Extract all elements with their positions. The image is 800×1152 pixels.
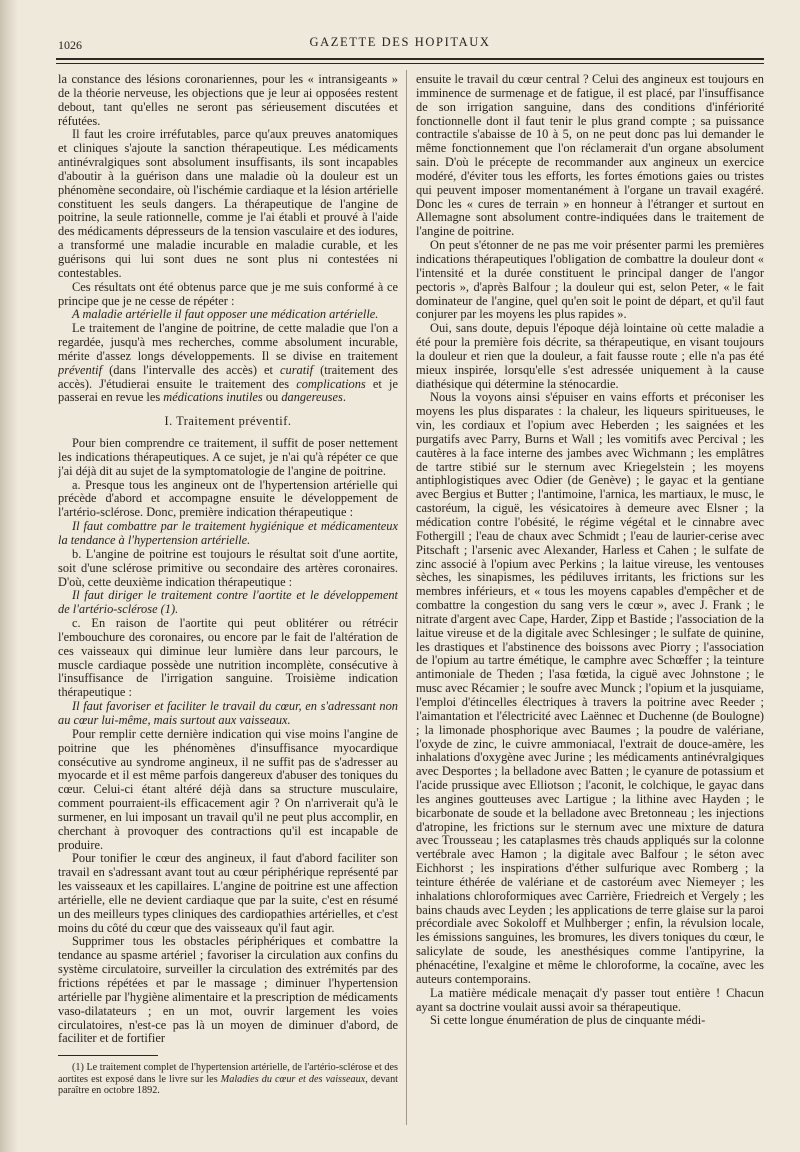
footnote <box>58 1062 398 1097</box>
running-title: GAZETTE DES HOPITAUX <box>309 35 491 49</box>
emphasis: complications <box>296 376 366 391</box>
paragraph: Ces résultats ont été obtenus parce que je me suis conformé à ce principe que je ne cesse de répéter : <box>58 279 398 308</box>
indication-statement: Il faut favoriser et faciliter le travail du cœur, en s'adressant non au cœur lui-même, mais surtout aux vaisseaux. <box>58 699 398 727</box>
indication-statement: Il faut combattre par le traitement hygiénique et médicamenteux la tendance à l'hypertension artérielle. <box>58 519 398 547</box>
column-divider <box>406 70 407 1125</box>
paragraph: Supprimer tous les obstacles périphériques et combattre la tendance au spasme artériel ; favoriser la circulation aux confins du système circulatoire, surveiller la circulation des extrémités par des frictions répétées et par le massage ; diminuer l'hypertension artérielle par l'hygiène alimentaire et la prescription de médicaments vaso-dilatateurs ; en un mot, ouvrir largement les voies circulatoires, n'est-ce pas là un moyen de diminuer d'abord, de faciliter et de fortifier <box>58 934 398 1046</box>
paragraph: ensuite le travail du cœur central ? Celui des angineux est toujours en imminence de surmenage et de fatigue, il est placé, par l'insuffisance de son irrigation sanguine, dans des conditions d'infériorité fonctionnelle dont il faut tenir le plus grand compte ; sa puissance contractile s'abaisse de 10 à 5, on ne peut donc pas lui demander le même fonctionnement que l'on réclamerait d'un organe absolument sain. D'où le précepte de recommander aux angineux un exercice modéré, d'éviter tous les efforts, les fortes émotions gaies ou tristes qui peuvent imposer momentanément à l'organe un travail exagéré. Donc les « cures de terrain » en honneur à l'étranger et surtout en Allemagne sont absolument contre-indiquées dans le traitement de l'angine de poitrine. <box>416 73 764 239</box>
emphasis: médications inutiles <box>163 390 263 405</box>
paragraph: On peut s'étonner de ne pas me voir présenter parmi les premières indications thérapeutiques l'obligation de combattre la douleur dont « l'intensité et la durée constituent le principal danger de l'angor pectoris », d'après Balfour ; la douleur qui est, selon Peter, « le fait dominateur de l'angine, quel qu'en soit le point de départ, et qu'il faut conjurer par les moyens les plus rapides ». <box>416 238 764 322</box>
emphasis: curatif <box>280 362 314 377</box>
paragraph <box>58 322 398 405</box>
binding-gutter <box>0 0 18 1152</box>
section-heading: I. Traitement préventif. <box>164 414 292 429</box>
paragraph: Oui, sans doute, depuis l'époque déjà lointaine où cette maladie a été pour la première fois décrite, sa thérapeutique, en visant toujours la douleur et rien que la douleur, a fait fausse route ; elle n'a pas été mieux inspirée, lorsqu'elle s'est adressée uniquement à la cause diathésique qui détermine la sténocardie. <box>416 321 764 391</box>
text-run: et je passerai en revue les <box>58 376 398 405</box>
paragraph: a. Presque tous les angineux ont de l'hypertension artérielle qui précède d'abord et accompagne ensuite le développement de l'artério-sclérose. Donc, première indication thérapeutique : <box>58 477 398 520</box>
paragraph: la constance des lésions coronariennes, pour les « intransigeants » de la théorie nerveuse, les objections que je leur ai opposées restent debout, tant qu'elles ne seront pas sérieusement discutées et réfutées. <box>58 73 398 128</box>
header-rule-thick <box>56 58 764 60</box>
indication-statement: Il faut diriger le traitement contre l'aortite et le développement de l'artério-sclérose (1). <box>58 588 398 617</box>
paragraph: Pour remplir cette dernière indication qui vise moins l'angine de poitrine que les phénomènes d'insuffisance myocardique consécutive au syndrome angineux, il ne suffit pas de s'adresser au myocarde et il est même parfois dangereux d'abuser des toniques du cœur. Celui-ci étant altéré déjà dans sa structure musculaire, comment pourraient-ils efficacement agir ? On n'arriverait qu'à le surmener, en lui imposant un travail qu'il ne peut plus accomplir, en cherchant à provoquer des contractions qu'il est incapable de produire. <box>58 726 398 852</box>
left-column <box>58 73 398 1123</box>
text-run: (dans l'intervalle des accès) et <box>102 362 280 377</box>
emphasis: Maladies du cœur et des vaisseaux <box>220 1073 366 1085</box>
text-run: Le traitement de l'angine de poitrine, de cette maladie que l'on a regardée, jusqu'à mes recherches, comme absolument incurable, mérite d'assez longs développements. Il se divise en traitement <box>58 321 398 363</box>
paragraph: b. L'angine de poitrine est toujours le résultat soit d'une aortite, soit d'une sclérose primitive ou secondaire des artères coronaires. D'où, cette deuxième indication thérapeutique : <box>58 546 398 589</box>
page-number: 1026 <box>58 38 82 52</box>
header-rule-thin <box>56 63 764 64</box>
text-run: , devant paraître en octobre 1892. <box>58 1073 398 1097</box>
emphasis: dangereuses <box>281 390 343 405</box>
right-column <box>416 73 764 1123</box>
paragraph: c. En raison de l'aortite qui peut oblitérer ou rétrécir l'embouchure des coronaires, ou encore par le fait de l'altération de ces vaisseaux qui diminue leur lumière dans leur parcours, le muscle cardiaque possède une nutrition incomplète, consécutive à l'insuffisance de l'irrigation sanguine. Troisième indication thérapeutique : <box>58 616 398 700</box>
principle-statement: A maladie artérielle il faut opposer une médication artérielle. <box>72 307 379 322</box>
emphasis: préventif <box>58 362 103 377</box>
paragraph: Nous la voyons ainsi s'épuiser en vains efforts et préconiser les moyens les plus disparates : la chaleur, les liqueurs spiritueuses, le vin, les cordiaux et l'opium avec Heberden ; les saignées et les purgatifs avec Parry, Burns et Wall ; les vomitifs avec Percival ; les cautères à la face interne des jambes avec Wichmann ; les emplâtres de tartre stibié sur le sternum avec Kriegelstein ; les moyens antiphlogistiques avec Odier (de Genève) ; le gayac et la gentiane avec Bergius et Butter ; l'antimoine, l'arnica, les martiaux, le musc, le castoréum, la ciguë, les vésicatoires à demeure avec Elsner ; la médication contre l'obésité, le régime végétal et le cinnabre avec Fothergill ; l'eau de chaux avec Schmidt ; l'eau de laurier-cerise avec Pitschaft ; l'arsenic avec Alexander, Harless et Cahen ; le sulfate de zinc associé à l'opium avec Perkins ; la laitue vireuse, les ventouses sèches, les sinapismes, les pédiluves irritants, les frictions sur les membres inférieurs, et « tous les moyens capables d'empêcher et de combattre la congestion du sang vers le cœur », avec J. Frank ; le nitrate d'argent avec Cape, Harder, Zipp et Bastide ; l'association de la laitue vireuse et de la digitale avec Schlesinger ; le sulfate de quinine, les drastiques et l'abstinence des boissons avec Piorry ; l'association de l'opium au tartre émétique, le camphre avec Schœffer ; la teinture antimoniale de Theden ; l'asa fœtida, la ciguë avec Johnstone ; le musc avec Récamier ; le soufre avec Munck ; l'opium et la jusquiame, l'emploi d'étincelles électriques à travers la poitrine avec Reeder ; l'aimantation et l'électricité avec Laënnec et Duchenne (de Boulogne) ; la limonade phosphorique avec Baumes ; la poudre de valériane, l'oxyde de zinc, le cuivre ammoniacal, l'extrait de douce-amère, les inhalations d'oxygène avec Jurine ; les médicaments antinévralgiques avec Desportes ; la belladone avec Batten ; le cyanure de potassium et l'acide prussique avec Elliotson ; l'aconit, le colchique, le gayac dans les angines goutteuses avec Lartigue ; la lithine avec Hayden ; le bicarbonate de soude et la belladone avec Bretonneau ; les injections d'atropine, les frictions sur le sternum avec une mixture de datura avec Trousseau ; les cataplasmes très chauds appliqués sur la colonne vertébrale avec Hamon ; la digitale avec Balfour ; le séton avec Eichhorst ; les inspirations d'éther sulfurique avec Romberg ; la teinture éthérée de valériane et de castoréum avec Niemeyer ; les inhalations chloroformiques avec Carrière, Friedreich et Vergely ; les bains chauds avec Leyden ; les applications de terre glaise sur la paroi précordiale avec Sokoloff et Mulhberger ; enfin, la révulsion locale, les émissions sanguines, les bromures, les divers toniques du cœur, le salicylate de soude, les anesthésiques comme l'antipyrine, la phénacétine, l'exalgine et même le chloroforme, la cocaïne, avec les auteurs contemporains. <box>416 390 764 986</box>
text-run: (traitement des accès). J'étudierai ensuite le traitement des <box>58 362 398 391</box>
text-run: . <box>342 390 346 405</box>
footnote-rule <box>58 1055 158 1056</box>
text-run: (1) Le traitement complet de l'hypertension artérielle, de l'artério-sclérose et des aortites est exposé dans le livre sur les <box>58 1062 398 1085</box>
paragraph: Pour bien comprendre ce traitement, il suffit de poser nettement les indications thérapeutiques. A ce sujet, je n'ai qu'à répéter ce que j'ai déjà dit au sujet de la symptomatologie de l'angine de poitrine. <box>58 436 398 478</box>
text-run: ou <box>262 390 282 405</box>
paragraph: Pour tonifier le cœur des angineux, il faut d'abord faciliter son travail en s'adressant avant tout au cœur périphérique représenté par les vaisseaux et les capillaires. L'angine de poitrine est une affection artérielle, elle ne devient cardiaque que par la suite, c'est en résumé un des meilleurs types cliniques des cardiopathies artérielles, et c'est moins du côté du cœur que des vaisseaux qu'il faut agir. <box>58 851 398 935</box>
paragraph: Il faut les croire irréfutables, parce qu'aux preuves anatomiques et cliniques s'ajoute la sanction thérapeutique. Les médicaments antinévralgiques sont absolument insuffisants, ils sont incapables d'aboutir à la guérison dans une maladie où la douleur est un phénomène secondaire, où l'ischémie cardiaque et la lésion artérielle constituent les seuls dangers. La thérapeutique de l'angine de poitrine, la seule rationnelle, comme je l'ai établi et prouvé à l'aide des médicaments dépresseurs de la tension vasculaire et des iodures, a transformé une maladie incurable en maladie curable, et les guérisons qui lui sont dues ne sont plus ni contestées ni contestables. <box>58 127 398 280</box>
paragraph: Si cette longue énumération de plus de cinquante médi- <box>430 1013 706 1028</box>
paragraph: La matière médicale menaçait d'y passer tout entière ! Chacun ayant sa doctrine voulait aussi avoir sa thérapeutique. <box>416 985 764 1014</box>
